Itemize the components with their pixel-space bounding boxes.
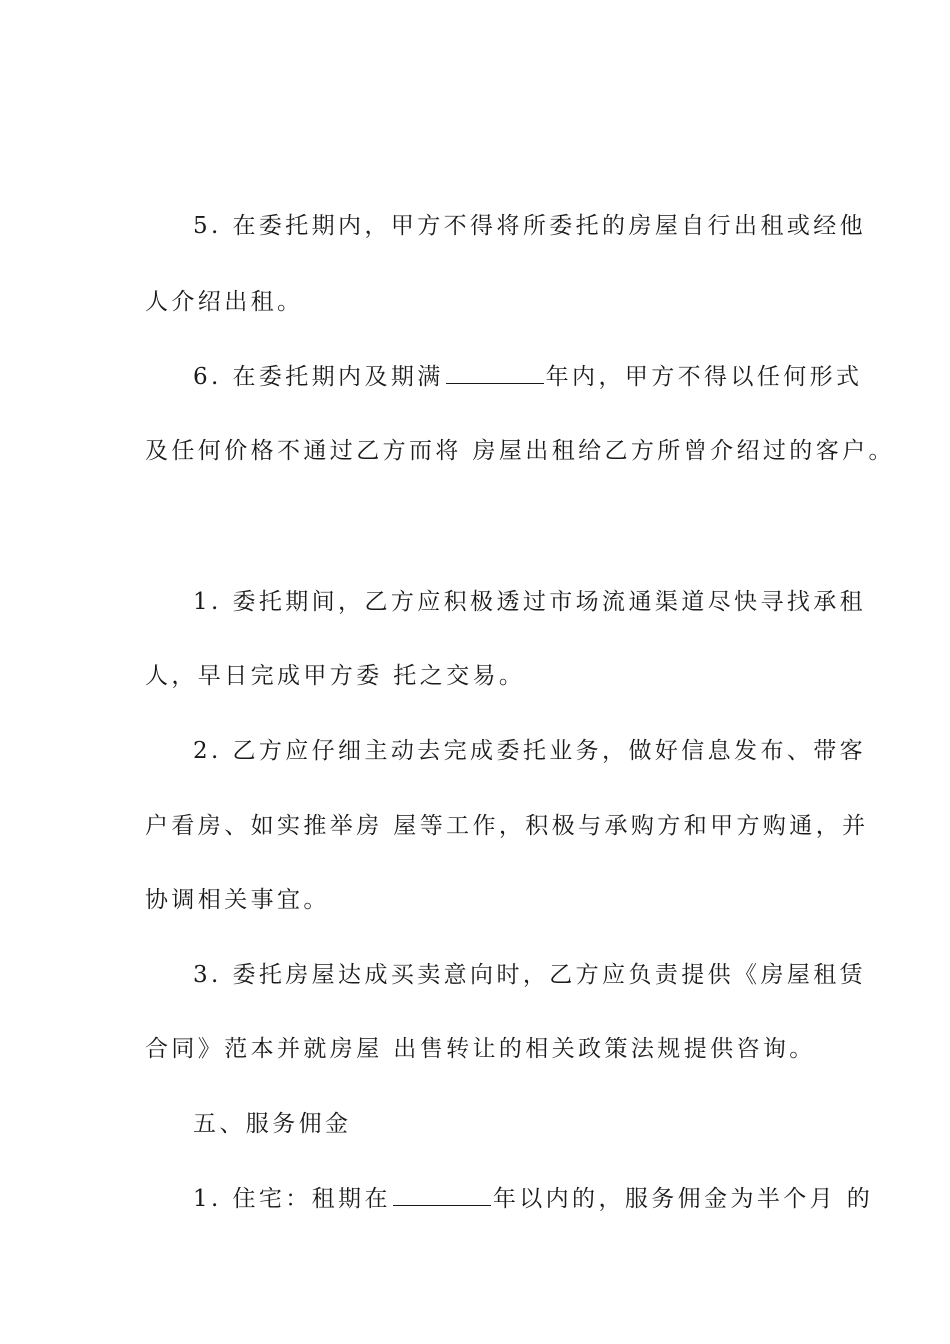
text-segment: 5. 在委托期内，甲方不得将所委托的房屋自行出租或经他 <box>193 213 867 239</box>
text-segment: 3. 委托房屋达成买卖意向时，乙方应负责提供《房屋租赁 <box>193 962 867 988</box>
clause-6-line-1 <box>193 361 863 392</box>
duty-3-line-2 <box>145 1034 815 1064</box>
text-segment: 2. 乙方应仔细主动去完成委托业务，做好信息发布、带客 <box>193 738 867 764</box>
commission-1-line-1 <box>193 1183 874 1214</box>
text-segment: 人介绍出租。 <box>145 289 304 315</box>
text-segment: 人，早日完成甲方委 托之交易。 <box>145 663 526 689</box>
text-segment: 合同》范本并就房屋 出售转让的相关政策法规提供咨询。 <box>145 1036 816 1062</box>
duty-2-line-3 <box>145 885 815 915</box>
text-segment: 1. 委托期间，乙方应积极透过市场流通渠道尽快寻找承租 <box>193 589 867 615</box>
section-5-heading <box>193 1109 813 1139</box>
duty-1-line-1 <box>193 587 867 617</box>
clause-5-line-1 <box>193 211 867 241</box>
clause-6-line-2 <box>145 436 895 466</box>
text-segment: 6. 在委托期内及期满 <box>193 364 444 390</box>
text-segment: 协调相关事宜。 <box>145 887 330 913</box>
fill-in-blank-lease-years[interactable] <box>393 1183 491 1206</box>
clause-5-line-2 <box>145 287 815 317</box>
duty-1-line-2 <box>145 661 815 691</box>
duty-2-line-1 <box>193 736 867 766</box>
text-segment: 年内，甲方不得以任何形式 <box>545 364 863 390</box>
text-segment: 户看房、如实推举房 屋等工作，积极与承购方和甲方购通，并 <box>145 813 869 839</box>
duty-3-line-1 <box>193 960 867 990</box>
text-segment: 1. 住宅：租期在 <box>193 1186 391 1212</box>
text-segment: 及任何价格不通过乙方而将 房屋出租给乙方所曾介绍过的客户。 <box>145 438 895 464</box>
text-segment: 年以内的，服务佣金为半个月 的 <box>492 1186 874 1212</box>
duty-2-line-2 <box>145 811 869 841</box>
section-title: 五、服务佣金 <box>193 1111 352 1137</box>
fill-in-blank-years[interactable] <box>446 361 544 384</box>
